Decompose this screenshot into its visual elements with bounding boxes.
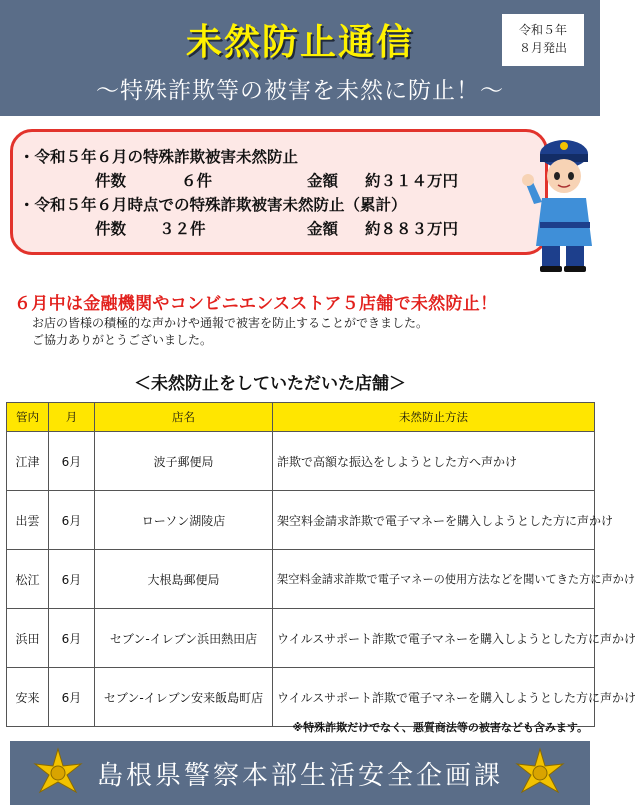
table-row [7, 668, 595, 727]
table-title: ＜未然防止をしていただいた店舗＞ [134, 374, 406, 394]
cell-method: ウイルスサポート詐欺で電子マネーを購入しようとした方に声かけ [273, 609, 595, 668]
cell-month: 6月 [49, 491, 95, 550]
organization-name: 島根県警察本部生活安全企画課 [96, 761, 503, 791]
cell-district: 出雲 [7, 491, 49, 550]
table-row [7, 491, 595, 550]
cell-method: 架空料金請求詐欺で電子マネーの使用方法などを聞いてきた方に声かけ [273, 550, 595, 609]
store-table [6, 402, 636, 727]
summary-cumulative-heading: ・令和５年６月時点での特殊詐欺被害未然防止（累計） [19, 196, 407, 214]
notice-body [32, 315, 428, 349]
summary-monthly-amount-label: 金額 [307, 172, 339, 190]
summary-cumulative-amount: 約８８３万円 [365, 220, 459, 238]
summary-monthly-heading: ・令和５年６月の特殊詐欺被害未然防止 [19, 148, 299, 166]
cell-district: 松江 [7, 550, 49, 609]
cell-month: 6月 [49, 550, 95, 609]
table-row [7, 432, 595, 491]
cell-district: 安来 [7, 668, 49, 727]
notice-body-line1: お店の皆様の積極的な声かけや通報で被害を防止することができました。 [32, 316, 429, 330]
notice-body-line2: ご協力ありがとうございました。 [32, 333, 213, 347]
cell-store: 波子郵便局 [95, 432, 273, 491]
footnote: ※特殊詐欺だけでなく、悪質商法等の被害なども含みます。 [292, 721, 588, 734]
issue-month: ８月発出 [518, 41, 567, 55]
summary-monthly-count: ６件 [181, 172, 213, 190]
issue-date-badge [502, 14, 584, 66]
page-title: 未然防止通信 [185, 22, 414, 63]
issue-era: 令和５年 [518, 23, 567, 37]
cell-method: 架空料金請求詐欺で電子マネーを購入しようとした方に声かけ [273, 491, 595, 550]
column-header-method: 未然防止方法 [273, 403, 595, 432]
column-header-store: 店名 [95, 403, 273, 432]
cell-month: 6月 [49, 432, 95, 491]
summary-box [10, 129, 548, 255]
cell-store: セブン-イレブン安来飯島町店 [95, 668, 273, 727]
cell-method: 詐欺で高額な振込をしようとした方へ声かけ [273, 432, 595, 491]
summary-cumulative-count-label: 件数 [95, 220, 127, 238]
police-officer-illustration [520, 134, 600, 274]
page-subtitle: ～特殊詐欺等の被害を未然に防止！～ [96, 78, 504, 104]
cell-method: ウイルスサポート詐欺で電子マネーを購入しようとした方に声かけ [273, 668, 595, 727]
cell-store: 大根島郵便局 [95, 550, 273, 609]
summary-cumulative-amount-label: 金額 [307, 220, 339, 238]
summary-monthly-amount: 約３１４万円 [365, 172, 459, 190]
column-header-month: 月 [49, 403, 95, 432]
cell-district: 江津 [7, 432, 49, 491]
summary-cumulative-count: ３２件 [159, 220, 206, 238]
cell-month: 6月 [49, 668, 95, 727]
cell-store: ローソン湖陵店 [95, 491, 273, 550]
cell-store: セブン-イレブン浜田熱田店 [95, 609, 273, 668]
police-emblem-icon [514, 747, 566, 799]
table-row [7, 609, 595, 668]
header-banner [0, 0, 600, 116]
notice-title: ６月中は金融機関やコンビニエンスストア５店舗で未然防止！ [14, 294, 498, 314]
column-header-district: 管内 [7, 403, 49, 432]
cell-district: 浜田 [7, 609, 49, 668]
footer-banner [10, 741, 590, 805]
table-header-row [7, 403, 595, 432]
cell-month: 6月 [49, 609, 95, 668]
table-row [7, 550, 595, 609]
summary-monthly-count-label: 件数 [95, 172, 127, 190]
